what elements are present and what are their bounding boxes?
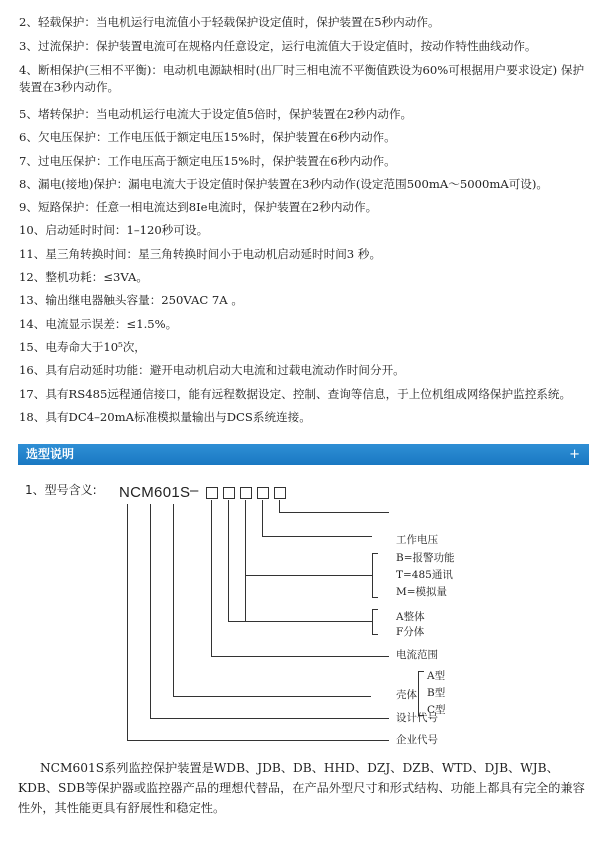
model-code: NCM601S [119,484,191,501]
section-header-selection[interactable] [18,444,589,465]
label-type-split: F分体 [396,626,425,638]
label-company-code: 企业代号 [396,734,438,746]
description-paragraph [18,758,585,818]
feature-item: 7、过电压保护：工作电压高于额定电压15%时，保护装置在6秒内动作。 [19,154,396,168]
feature-item: 6、欠电压保护：工作电压低于额定电压15%时，保护装置在6秒内动作。 [19,130,396,144]
leader-line [150,718,389,719]
leader-line [262,500,263,536]
bracket-line [372,553,373,598]
leader-line [262,536,372,537]
feature-item: 16、具有启动延时功能：避开电动机启动大电流和过载电流动作时间分开。 [19,363,405,377]
leader-line [245,500,246,621]
label-design-code: 设计代号 [396,712,438,724]
feature-item: 15、电寿命大于10⁵次， [19,340,146,354]
feature-item: 13、输出继电器触头容量：250VAC 7A 。 [19,293,243,307]
leader-line [173,504,174,696]
label-current-range: 电流范围 [396,649,438,661]
feature-item: 18、具有DC4–20mA标准模拟量输出与DCS系统连接。 [19,410,311,424]
feature-item: 8、漏电(接地)保护：漏电电流大于设定值时保护装置在3秒内动作(设定范围500mA～5000mA可设)。 [19,177,548,191]
leader-line [279,500,280,512]
code-box-2 [223,487,235,499]
section-title: 选型说明 [26,447,75,461]
bracket-line [418,671,419,716]
bracket-line [372,609,373,635]
leader-line [211,500,212,656]
feature-item: 5、堵转保护：当电动机运行电流大于设定值5倍时，保护装置在2秒内动作。 [19,107,413,121]
label-func-485: T=485通讯 [396,569,453,581]
code-box-5 [274,487,286,499]
feature-item: 17、具有RS485远程通信接口，能有远程数据设定、控制、查询等信息，于上位机组成网络保护监控系统。 [19,387,572,401]
feature-item: 9、短路保护：任意一相电流达到8Ie电流时，保护装置在2秒内动作。 [19,200,378,214]
model-dash: – [190,482,199,499]
feature-item: 4、断相保护(三相不平衡)：电动机电源缺相时(出厂时三相电流不平衡值跌设为60%可根据用户要求设定) 保护装置在3秒内动作。 [19,63,585,94]
leader-line [279,512,389,513]
label-func-alarm: B=报警功能 [396,552,455,564]
feature-item: 11、星三角转换时间：星三角转换时间小于电动机启动延时时间3 秒。 [19,247,382,261]
bracket-line [372,597,378,598]
label-func-analog: M=模拟量 [396,586,448,598]
leader-line [228,621,372,622]
leader-line [150,504,151,718]
feature-item: 2、轻载保护：当电机运行电流值小于轻载保护设定值时，保护装置在5秒内动作。 [19,15,440,29]
bracket-line [372,553,378,554]
code-box-4 [257,487,269,499]
description-text: NCM601S系列监控保护装置是WDB、JDB、DB、HHD、DZJ、DZB、WTD、DJB、WJB、KDB、SDB等保护器或监控器产品的理想代替品，在产品外型尺寸和形式结构、功能上都具有完全的兼容性外，其性能更具有舒展性和稳定性。 [18,761,585,815]
model-meaning-heading: 1、型号含义: [25,483,97,497]
code-box-3 [240,487,252,499]
feature-item: 3、过流保护：保护装置电流可在规格内任意设定，运行电流值大于设定值时，按动作特性曲线动作。 [19,39,537,53]
bracket-line [418,671,424,672]
bracket-line [372,609,378,610]
label-type-integral: A整体 [396,611,425,623]
label-working-voltage: 工作电压 [396,534,438,546]
bracket-line [372,634,378,635]
leader-line [228,500,229,622]
leader-line [127,740,389,741]
label-shell: 壳体 [396,689,417,701]
feature-item: 10、启动延时时间：1–120秒可设。 [19,223,209,237]
leader-line [173,696,371,697]
label-shell-b: B型 [427,687,446,699]
code-box-1 [206,487,218,499]
leader-line [245,575,372,576]
label-shell-a: A型 [427,670,446,682]
label-shell-c: C型 [427,704,446,716]
leader-line [211,656,389,657]
leader-line [127,504,128,740]
expand-icon[interactable]: + [569,447,580,462]
feature-item: 14、电流显示误差：≤1.5%。 [19,317,178,331]
feature-item: 12、整机功耗：≤3VA。 [19,270,148,284]
